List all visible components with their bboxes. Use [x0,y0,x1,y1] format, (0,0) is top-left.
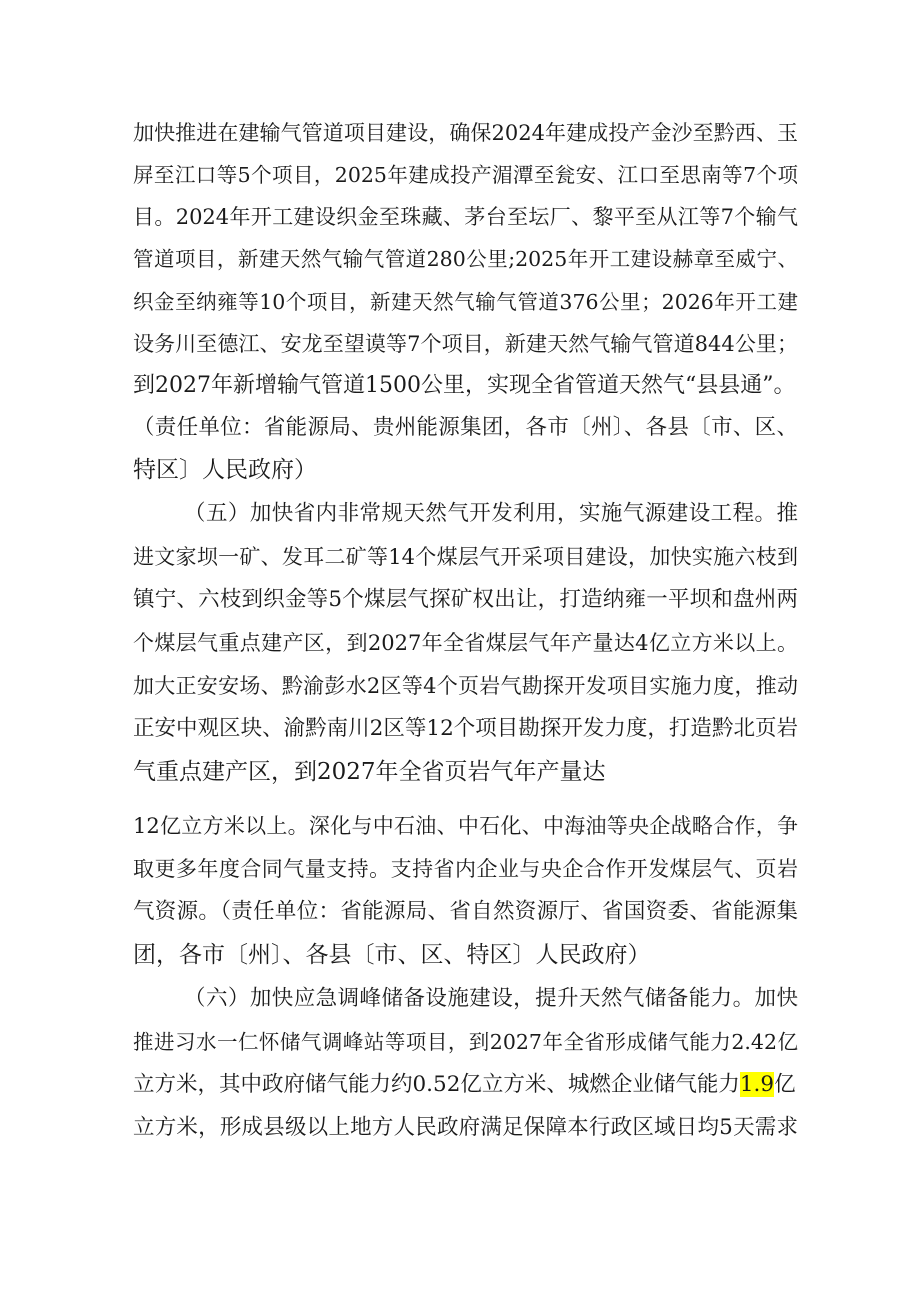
paragraph-line: 镇宁、六枝到织金等5个煤层气探矿权出让，打造纳雍一平坝和盘州两 [133,587,798,612]
paragraph-line: （责任单位：省能源局、贵州能源集团，各市〔州〕、各县〔市、区、 [133,415,798,440]
paragraph-line: 设务川至德江、安龙至望谟等7个项目，新建天然气输气管道844公里； [133,332,798,356]
paragraph-line-highlight [133,1067,798,1103]
paragraph-line: 立方米，形成县级以上地方人民政府满足保障本行政区域日均5天需求 [133,1115,798,1140]
paragraph-line: 个煤层气重点建产区，到2027年全省煤层气年产量达4亿立方米以上。 [133,631,798,655]
paragraph-line: 正安中观区块、渝黔南川2区等12个项目勘探开发力度，打造黔北页岩 [133,716,798,741]
line-text: 亿 [774,1072,796,1097]
paragraph-line: 推进习水一仁怀储气调峰站等项目，到2027年全省形成储气能力2.42亿 [133,1030,798,1054]
paragraph-line: 特区〕人民政府） [133,457,317,483]
highlighted-value: 1.9 [739,1072,775,1097]
paragraph-line: 加快推进在建输气管道项目建设，确保2024年建成投产金沙至黔西、玉 [133,121,798,145]
section-heading-5: （五）加快省内非常规天然气开发利用，实施气源建设工程。推 [184,501,798,526]
section-heading-6: （六）加快应急调峰储备设施建设，提升天然气储备能力。加快 [184,986,798,1011]
paragraph-line: 进文家坝一矿、发耳二矿等14个煤层气开采项目建设，加快实施六枝到 [133,545,798,569]
paragraph-line: 屏至江口等5个项目，2025年建成投产湄潭至瓮安、江口至思南等7个项 [133,163,798,187]
paragraph-line: 气重点建产区，到2027年全省页岩气年产量达 [133,759,606,785]
paragraph-line: 12亿立方米以上。深化与中石油、中石化、中海油等央企战略合作，争 [133,814,798,838]
paragraph-line: 目。2024年开工建设织金至珠藏、茅台至坛厂、黎平至从江等7个输气 [133,205,798,229]
line-text: 立方米，其中政府储气能力约0.52亿立方米、城燃企业储气能力 [133,1072,740,1097]
paragraph-line: 到2027年新增输气管道1500公里，实现全省管道天然气“县县通”。 [133,373,796,398]
paragraph-line: 织金至纳雍等10个项目，新建天然气输气管道376公里；2026年开工建 [133,290,798,314]
paragraph-line: 加大正安安场、黔渝彭水2区等4个页岩气勘探开发项目实施力度，推动 [133,674,798,698]
paragraph-line: 团，各市〔州〕、各县〔市、区、特区〕人民政府） [133,942,651,968]
paragraph-line: 取更多年度合同气量支持。支持省内企业与央企合作开发煤层气、页岩 [133,857,798,881]
paragraph-line: 管道项目，新建天然气输气管道280公里;2025年开工建设赫章至威宁、 [133,247,798,271]
paragraph-line: 气资源。（责任单位：省能源局、省自然资源厅、省国资委、省能源集 [133,899,798,924]
